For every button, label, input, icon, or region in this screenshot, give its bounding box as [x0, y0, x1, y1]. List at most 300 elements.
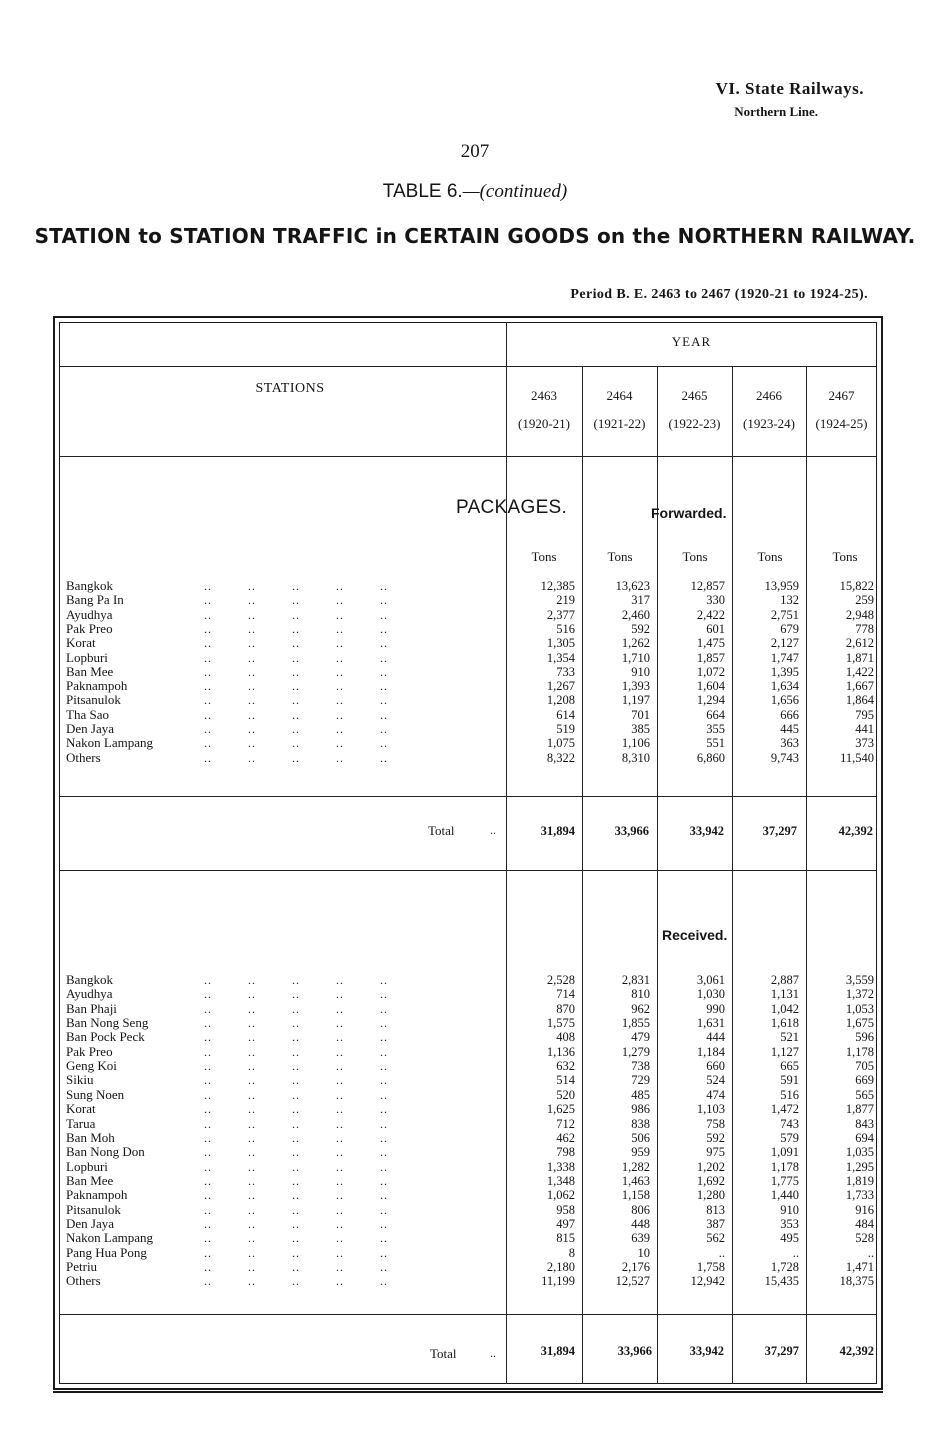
value-cell: 506: [631, 1130, 650, 1145]
value-cell: 959: [631, 1145, 650, 1160]
value-cell: 798: [556, 1145, 575, 1160]
station-name: Bang Pa In: [66, 592, 124, 608]
station-row: [66, 651, 506, 665]
value-cell: 679: [780, 621, 799, 636]
forwarded-total-dots: ..: [490, 823, 496, 837]
station-row: [66, 1174, 506, 1188]
value-cell: 592: [706, 1130, 725, 1145]
value-cell: 1,178: [845, 1044, 874, 1059]
value-cell: 1,471: [845, 1260, 874, 1274]
leader-dots: .. .. .. .. ..: [204, 1130, 388, 1145]
value-cell: 962: [631, 1001, 650, 1016]
value-cell: 3,061: [696, 973, 725, 987]
leader-dots: .. .. .. .. ..: [204, 1059, 388, 1074]
value-cell: 1,855: [621, 1016, 650, 1031]
value-cell: 524: [706, 1073, 725, 1088]
leader-dots: .. .. .. .. ..: [204, 607, 388, 622]
unit-label-4: Tons: [757, 549, 783, 564]
unit-label-1: Tons: [531, 549, 557, 564]
value-cell: 1,475: [696, 636, 725, 651]
year-be-4: 2466: [756, 388, 782, 403]
value-cell: 317: [631, 593, 650, 608]
value-cell: 13,959: [764, 579, 799, 593]
leader-dots: .. .. .. .. ..: [204, 1274, 388, 1289]
value-cell: 1,395: [770, 664, 799, 679]
leader-dots: .. .. .. .. ..: [204, 987, 388, 1002]
value-cell: 2,948: [845, 607, 874, 622]
station-row: [66, 1145, 506, 1159]
value-cell: 1,348: [546, 1173, 575, 1188]
table-title-number: TABLE 6.: [382, 181, 463, 202]
value-cell: 1,472: [770, 1102, 799, 1117]
station-name: Ayudhya: [66, 986, 113, 1002]
station-row: [66, 736, 506, 750]
value-cell: 12,942: [690, 1274, 725, 1289]
value-cell: ..: [792, 1245, 799, 1260]
leader-dots: .. .. .. .. ..: [204, 1073, 388, 1088]
value-cell: 516: [556, 621, 575, 636]
value-cell: 733: [556, 664, 575, 679]
value-cell: 1,131: [770, 987, 799, 1002]
value-cell: 448: [631, 1216, 650, 1231]
station-name: Others: [66, 1273, 101, 1289]
station-name: Korat: [66, 635, 96, 651]
value-cell: 591: [780, 1073, 799, 1088]
value-cell: 2,422: [696, 607, 725, 622]
value-cell: 712: [556, 1116, 575, 1131]
value-cell: 705: [855, 1059, 874, 1074]
year-ad-5: (1924-25): [815, 416, 868, 431]
value-cell: 1,463: [621, 1173, 650, 1188]
received-total-1: 31,894: [540, 1344, 575, 1358]
rule-below-year: [506, 366, 877, 367]
rule-above-forwarded-total: [59, 796, 877, 797]
value-cell: 551: [706, 736, 725, 751]
value-cell: 521: [780, 1030, 799, 1045]
year-ad-2: (1921-22): [593, 416, 646, 431]
value-cell: 1,158: [621, 1188, 650, 1203]
leader-dots: .. .. .. .. ..: [204, 650, 388, 665]
station-name: Korat: [66, 1101, 96, 1117]
station-name: Tarua: [66, 1115, 96, 1131]
value-cell: 1,877: [845, 1102, 874, 1117]
received-total-label: Total: [430, 1346, 457, 1361]
value-cell: 8: [568, 1245, 575, 1260]
value-cell: 2,887: [770, 973, 799, 987]
station-row: [66, 722, 506, 736]
station-name: Bangkok: [66, 578, 113, 593]
value-cell: 562: [706, 1231, 725, 1246]
value-cell: 132: [780, 593, 799, 608]
station-name: Nakon Lampang: [66, 1230, 154, 1246]
value-cell: 1,042: [770, 1001, 799, 1016]
leader-dots: .. .. .. .. ..: [204, 1016, 388, 1031]
station-name: Ban Moh: [66, 1129, 115, 1145]
station-row: [66, 973, 506, 987]
station-row: [66, 693, 506, 707]
value-cell: 1,208: [546, 693, 575, 708]
value-cell: 1,675: [845, 1016, 874, 1031]
station-name: Paknampoh: [66, 678, 128, 694]
value-cell: 632: [556, 1059, 575, 1074]
category-heading: PACKAGES.: [456, 497, 568, 518]
rule-below-header: [59, 456, 877, 457]
period-line: Period B. E. 2463 to 2467 (1920-21 to 1924-25).: [570, 287, 868, 302]
table-title-continued: —(continued): [462, 181, 568, 202]
leader-dots: .. .. .. .. ..: [204, 1202, 388, 1217]
value-cell: 1,354: [546, 650, 575, 665]
value-cell: 408: [556, 1030, 575, 1045]
leader-dots: .. .. .. .. ..: [204, 1231, 388, 1246]
leader-dots: .. .. .. .. ..: [204, 679, 388, 694]
value-cell: 514: [556, 1073, 575, 1088]
value-cell: 665: [780, 1059, 799, 1074]
value-cell: 738: [631, 1059, 650, 1074]
value-cell: 910: [780, 1202, 799, 1217]
value-cell: 259: [855, 593, 874, 608]
value-cell: 806: [631, 1202, 650, 1217]
leader-dots: .. .. .. .. ..: [204, 593, 388, 608]
value-cell: 2,460: [621, 607, 650, 622]
value-cell: 444: [706, 1030, 725, 1045]
value-cell: 1,733: [845, 1188, 874, 1203]
value-cell: 916: [855, 1202, 874, 1217]
leader-dots: .. .. .. .. ..: [204, 750, 388, 765]
value-cell: 1,106: [621, 736, 650, 751]
leader-dots: .. .. .. .. ..: [204, 636, 388, 651]
station-name: Ayudhya: [66, 606, 113, 622]
leader-dots: .. .. .. .. ..: [204, 1159, 388, 1174]
station-name: Petriu: [66, 1259, 98, 1274]
value-cell: 11,199: [541, 1274, 575, 1289]
received-total-4: 37,297: [764, 1344, 799, 1358]
col-rule-1: [582, 366, 583, 1384]
stations-header: STATIONS: [255, 381, 325, 396]
value-cell: 2,751: [770, 607, 799, 622]
value-cell: 701: [631, 707, 650, 722]
value-cell: 462: [556, 1130, 575, 1145]
leader-dots: .. .. .. .. ..: [204, 1188, 388, 1203]
value-cell: 445: [780, 722, 799, 736]
station-row: [66, 1274, 506, 1288]
value-cell: 1,184: [696, 1044, 725, 1059]
station-row: [66, 665, 506, 679]
value-cell: 813: [706, 1202, 725, 1217]
value-cell: 1,280: [696, 1188, 725, 1203]
unit-label-3: Tons: [682, 549, 708, 564]
value-cell: 385: [631, 722, 650, 736]
value-cell: 660: [706, 1059, 725, 1074]
value-cell: 1,631: [696, 1016, 725, 1031]
table-title: [0, 181, 950, 203]
value-cell: 13,623: [615, 579, 650, 593]
station-name: Pak Preo: [66, 620, 113, 636]
value-cell: 11,540: [840, 750, 874, 765]
value-cell: 2,528: [546, 973, 575, 987]
year-ad-4: (1923-24): [743, 416, 795, 431]
station-row: [66, 1016, 506, 1030]
value-cell: 579: [780, 1130, 799, 1145]
forwarded-total-1: 31,894: [540, 824, 575, 838]
value-cell: 1,440: [770, 1188, 799, 1203]
station-row: [66, 1045, 506, 1059]
leader-dots: .. .. .. .. ..: [204, 1145, 388, 1160]
station-name: Pang Hua Pong: [66, 1244, 147, 1260]
leader-dots: .. .. .. .. ..: [204, 707, 388, 722]
station-name: Paknampoh: [66, 1187, 128, 1203]
year-ad-3: (1922-23): [668, 416, 721, 431]
leader-dots: .. .. .. .. ..: [204, 1173, 388, 1188]
value-cell: ..: [867, 1245, 874, 1260]
value-cell: 1,202: [696, 1159, 725, 1174]
station-row: [66, 1073, 506, 1087]
rule-above-received-total: [59, 1314, 877, 1315]
leader-dots: .. .. .. .. ..: [204, 1087, 388, 1102]
value-cell: 363: [780, 736, 799, 751]
value-cell: 1,136: [546, 1044, 575, 1059]
value-cell: 870: [556, 1001, 575, 1016]
value-cell: ..: [718, 1245, 725, 1260]
station-row: [66, 608, 506, 622]
value-cell: 958: [556, 1202, 575, 1217]
value-cell: 1,035: [845, 1145, 874, 1160]
value-cell: 479: [631, 1030, 650, 1045]
table-frame-bottom: [53, 1391, 883, 1393]
value-cell: 330: [706, 593, 725, 608]
rule-below-year-left: [59, 366, 506, 367]
received-total-3: 33,942: [689, 1344, 724, 1358]
value-cell: 1,294: [696, 693, 725, 708]
value-cell: 1,857: [696, 650, 725, 665]
value-cell: 528: [855, 1231, 874, 1246]
value-cell: 1,279: [621, 1044, 650, 1059]
value-cell: 666: [780, 707, 799, 722]
value-cell: 8,322: [546, 750, 575, 765]
value-cell: 1,625: [546, 1102, 575, 1117]
forwarded-total-5: 42,392: [838, 824, 873, 838]
station-row: [66, 1088, 506, 1102]
station-name: Ban Mee: [66, 663, 114, 679]
forwarded-total-2: 33,966: [614, 824, 649, 838]
value-cell: 1,305: [546, 636, 575, 651]
station-name: Tha Sao: [66, 706, 109, 722]
value-cell: 975: [706, 1145, 725, 1160]
year-header: YEAR: [671, 334, 712, 349]
station-name: Ban Pock Peck: [66, 1029, 145, 1045]
value-cell: 519: [556, 722, 575, 736]
leader-dots: .. .. .. .. ..: [204, 579, 388, 593]
value-cell: 516: [780, 1087, 799, 1102]
value-cell: 8,310: [621, 750, 650, 765]
value-cell: 743: [780, 1116, 799, 1131]
station-name: Pitsanulok: [66, 1201, 121, 1217]
value-cell: 1,372: [845, 987, 874, 1002]
value-cell: 2,377: [546, 607, 575, 622]
value-cell: 10: [637, 1245, 650, 1260]
year-be-3: 2465: [681, 388, 708, 403]
value-cell: 1,393: [621, 679, 650, 694]
value-cell: 843: [855, 1116, 874, 1131]
station-row: [66, 1217, 506, 1231]
station-row: [66, 1160, 506, 1174]
station-name: Den Jaya: [66, 721, 115, 736]
value-cell: 614: [556, 707, 575, 722]
section-heading: VI. State Railways.: [715, 79, 864, 98]
value-cell: 2,180: [546, 1260, 575, 1274]
received-total-2: 33,966: [617, 1344, 652, 1358]
value-cell: 2,176: [621, 1260, 650, 1274]
station-name: Den Jaya: [66, 1215, 115, 1231]
value-cell: 9,743: [770, 750, 799, 765]
value-cell: 353: [780, 1216, 799, 1231]
unit-label-2: Tons: [607, 549, 633, 564]
value-cell: 565: [855, 1087, 874, 1102]
received-total-dots: ..: [490, 1346, 496, 1360]
forwarded-heading: Forwarded.: [651, 505, 727, 521]
value-cell: 1,819: [845, 1173, 874, 1188]
value-cell: 15,822: [839, 579, 874, 593]
leader-dots: .. .. .. .. ..: [204, 621, 388, 636]
forwarded-total-4: 37,297: [762, 824, 797, 838]
station-row: [66, 1260, 506, 1274]
leader-dots: .. .. .. .. ..: [204, 1102, 388, 1117]
station-name: Ban Nong Seng: [66, 1015, 149, 1031]
value-cell: 729: [631, 1073, 650, 1088]
value-cell: 1,338: [546, 1159, 575, 1174]
value-cell: 2,831: [621, 973, 650, 987]
station-row: [66, 1231, 506, 1245]
station-name: Pitsanulok: [66, 692, 121, 708]
value-cell: 1,634: [770, 679, 799, 694]
value-cell: 714: [556, 987, 575, 1002]
value-cell: 596: [855, 1030, 874, 1045]
leader-dots: .. .. .. .. ..: [204, 973, 388, 987]
station-name: Geng Koi: [66, 1058, 117, 1074]
value-cell: 497: [556, 1216, 575, 1231]
value-cell: 355: [706, 722, 725, 736]
value-cell: 1,864: [845, 693, 874, 708]
station-row: [66, 1246, 506, 1260]
value-cell: 441: [855, 722, 874, 736]
station-row: [66, 593, 506, 607]
value-cell: 601: [706, 621, 725, 636]
leader-dots: .. .. .. .. ..: [204, 722, 388, 736]
value-cell: 1,053: [845, 1001, 874, 1016]
station-name: Ban Nong Don: [66, 1144, 145, 1160]
station-row: [66, 1131, 506, 1145]
value-cell: 1,262: [621, 636, 650, 651]
value-cell: 1,091: [770, 1145, 799, 1160]
value-cell: 778: [855, 621, 874, 636]
value-cell: 2,127: [770, 636, 799, 651]
leader-dots: .. .. .. .. ..: [204, 1260, 388, 1274]
value-cell: 495: [780, 1231, 799, 1246]
value-cell: 1,692: [696, 1173, 725, 1188]
value-cell: 1,075: [546, 736, 575, 751]
leader-dots: .. .. .. .. ..: [204, 1116, 388, 1131]
value-cell: 387: [706, 1216, 725, 1231]
station-row: [66, 1203, 506, 1217]
rule-below-forwarded-total: [59, 870, 877, 871]
value-cell: 986: [631, 1102, 650, 1117]
value-cell: 669: [855, 1073, 874, 1088]
station-row: [66, 622, 506, 636]
value-cell: 1,575: [546, 1016, 575, 1031]
station-row: [66, 751, 506, 765]
value-cell: 592: [631, 621, 650, 636]
received-heading: Received.: [662, 927, 728, 943]
col-rule-4: [806, 366, 807, 1384]
forwarded-total-label: Total: [428, 823, 455, 838]
station-row: [66, 987, 506, 1001]
station-row: [66, 1102, 506, 1116]
value-cell: 373: [855, 736, 874, 751]
value-cell: 485: [631, 1087, 650, 1102]
year-be-5: 2467: [828, 388, 855, 403]
value-cell: 18,375: [839, 1274, 874, 1289]
station-name: Pak Preo: [66, 1043, 113, 1059]
value-cell: 12,527: [615, 1274, 650, 1289]
received-total-5: 42,392: [839, 1344, 874, 1358]
value-cell: 520: [556, 1087, 575, 1102]
value-cell: 3,559: [845, 973, 874, 987]
value-cell: 1,775: [770, 1173, 799, 1188]
station-row: [66, 1030, 506, 1044]
value-cell: 1,295: [845, 1159, 874, 1174]
forwarded-total-3: 33,942: [689, 824, 724, 838]
value-cell: 910: [631, 664, 650, 679]
station-name: Nakon Lampang: [66, 735, 154, 751]
value-cell: 484: [855, 1216, 874, 1231]
unit-label-5: Tons: [832, 549, 858, 564]
value-cell: 2,612: [845, 636, 874, 651]
value-cell: 1,871: [845, 650, 874, 665]
station-row: [66, 708, 506, 722]
year-ad-1: (1920-21): [518, 416, 570, 431]
value-cell: 1,604: [696, 679, 725, 694]
leader-dots: .. .. .. .. ..: [204, 1245, 388, 1260]
station-name: Ban Phaji: [66, 1000, 117, 1016]
leader-dots: .. .. .. .. ..: [204, 1030, 388, 1045]
station-name: Bangkok: [66, 972, 113, 987]
station-row: [66, 579, 506, 593]
value-cell: 1,618: [770, 1016, 799, 1031]
value-cell: 1,127: [770, 1044, 799, 1059]
value-cell: 1,062: [546, 1188, 575, 1203]
value-cell: 1,422: [845, 664, 874, 679]
value-cell: 639: [631, 1231, 650, 1246]
station-row: [66, 679, 506, 693]
value-cell: 1,103: [696, 1102, 725, 1117]
value-cell: 1,030: [696, 987, 725, 1002]
value-cell: 1,197: [621, 693, 650, 708]
value-cell: 990: [706, 1001, 725, 1016]
leader-dots: .. .. .. .. ..: [204, 1001, 388, 1016]
value-cell: 474: [706, 1087, 725, 1102]
col-rule-stations: [506, 322, 507, 1384]
value-cell: 1,728: [770, 1260, 799, 1274]
station-row: [66, 1188, 506, 1202]
station-row: [66, 1059, 506, 1073]
leader-dots: .. .. .. .. ..: [204, 664, 388, 679]
value-cell: 810: [631, 987, 650, 1002]
year-be-2: 2464: [606, 388, 633, 403]
value-cell: 1,267: [546, 679, 575, 694]
value-cell: 1,178: [770, 1159, 799, 1174]
value-cell: 1,282: [621, 1159, 650, 1174]
value-cell: 838: [631, 1116, 650, 1131]
value-cell: 12,857: [690, 579, 725, 593]
